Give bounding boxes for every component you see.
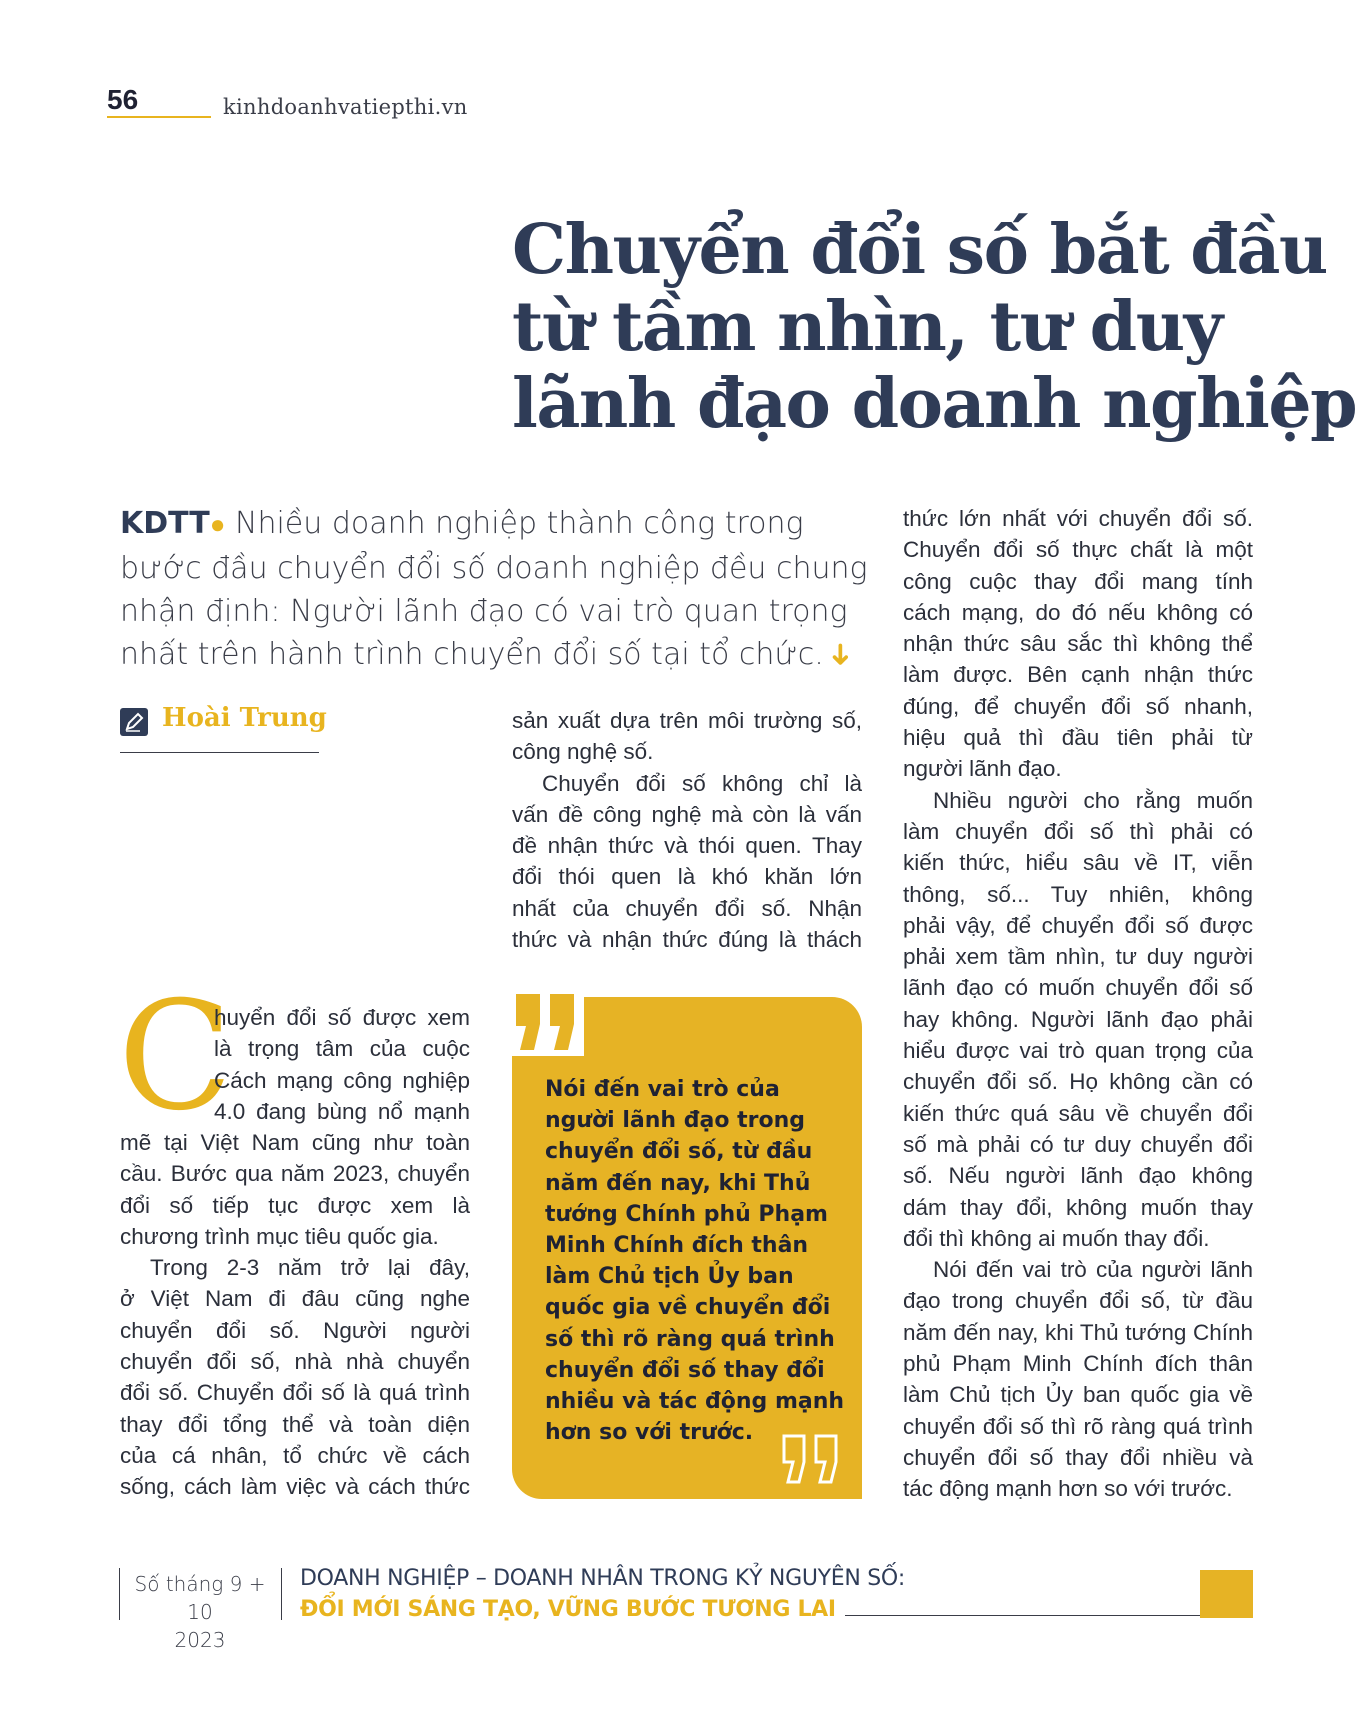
text-line: Cách mạng công nghiệp <box>214 1067 470 1093</box>
text-line: sản xuất dựa trên môi trường số, <box>512 708 862 733</box>
quote-line: người lãnh đạo trong <box>545 1108 806 1134</box>
text-line: phải vậy, để chuyển đổi số được <box>903 912 1253 938</box>
text-line: là trọng tâm của cuộc <box>214 1036 470 1062</box>
text-line: đề nhận thức và thói quen. Thay <box>512 833 862 859</box>
quote-line: chuyển đổi số, từ đầu <box>545 1139 813 1165</box>
quote-line: nhiều và tác động mạnh <box>545 1389 845 1415</box>
title-line: từ tầm nhìn, tư duy <box>512 287 1222 367</box>
text-line: chương trình mục tiêu quốc gia. <box>120 1223 439 1249</box>
text-line: kiến thức, hiểu sâu về IT, viễn <box>903 850 1253 876</box>
text-line: Chuyển đổi số thực chất là một <box>903 537 1253 563</box>
text-line: kiến thức quá sâu về chuyển đổi <box>903 1100 1253 1126</box>
page-number-rule <box>107 116 211 118</box>
text-line: nhận thức sâu sắc thì không thể <box>903 631 1253 657</box>
column-1-intro <box>214 1002 470 1127</box>
text-line: đổi số tiếp tục được xem là <box>120 1192 470 1218</box>
article-lead <box>120 502 868 676</box>
text-line: tác động mạnh hơn so với trước. <box>903 1476 1233 1502</box>
text-line: của cá nhân, tổ chức về cách <box>120 1442 470 1468</box>
text-line: phải xem tầm nhìn, tư duy người <box>903 944 1253 970</box>
text-line: công cuộc thay đổi mang tính <box>903 568 1253 594</box>
text-line: thức và nhận thức đúng là thách <box>512 927 862 953</box>
text-line: chuyển đổi số, nhà nhà chuyển <box>120 1349 470 1375</box>
text-line: thức lớn nhất với chuyển đổi số. <box>903 506 1253 531</box>
text-line: làm Chủ tịch Ủy ban quốc gia về <box>903 1382 1253 1408</box>
quote-line: làm Chủ tịch Ủy ban <box>545 1264 794 1290</box>
lead-line: nhận định: Người lãnh đạo có vai trò quan trọng <box>120 594 848 629</box>
text-line: đạo trong chuyển đổi số, từ đầu <box>903 1288 1253 1314</box>
text-line: đổi thì không ai muốn thay đổi. <box>903 1225 1210 1251</box>
page-number: 56 <box>107 84 139 115</box>
column-2 <box>512 705 862 955</box>
text-line: dám thay đổi, không muốn thay <box>903 1194 1253 1220</box>
text-line: nhất của chuyển đổi số. Nhận <box>512 895 862 921</box>
title-line: Chuyển đổi số bắt đầu <box>512 210 1327 290</box>
author-name: Hoài Trung <box>162 703 327 733</box>
text-line: đổi thói quen là khó khăn lớn <box>512 864 862 890</box>
text-line: chuyển đổi số thì rõ ràng quá trình <box>903 1413 1253 1439</box>
text-line: năm đến nay, khi Thủ tướng Chính <box>903 1319 1253 1345</box>
quote-line: số thì rõ ràng quá trình <box>545 1326 835 1352</box>
text-line: chuyển đổi số. Họ không cần có <box>903 1069 1253 1095</box>
arrow-down-icon: ➜ <box>822 641 858 668</box>
text-line: số mà phải có tư duy chuyển đổi <box>903 1131 1253 1157</box>
drop-cap: C <box>118 970 233 1144</box>
text-line: chuyển đổi số. Người người <box>120 1317 470 1343</box>
text-line: người lãnh đạo. <box>903 756 1062 782</box>
lead-tag: KDTT <box>120 506 210 541</box>
text-line: hay không. Người lãnh đạo phải <box>903 1006 1253 1032</box>
text-line: chuyển đổi số thay đổi nhiều và <box>903 1444 1253 1470</box>
text-line: công nghệ số. <box>512 739 654 765</box>
pull-quote-text <box>545 1074 845 1448</box>
text-line: đổi số. Chuyển đổi số là quá trình <box>120 1380 470 1406</box>
footer-divider <box>119 1568 120 1620</box>
text-line: Trong 2-3 năm trở lại đây, <box>150 1255 470 1281</box>
footer-issue <box>130 1570 270 1654</box>
footer-accent-square <box>1200 1570 1253 1618</box>
text-line: thay đổi tổng thể và toàn diện <box>120 1411 470 1437</box>
text-line: thông, số... Tuy nhiên, không <box>903 881 1253 907</box>
site-url[interactable]: kinhdoanhvatiepthi.vn <box>223 95 468 119</box>
quote-line: hơn so với trước. <box>545 1420 754 1446</box>
article-title <box>512 210 1357 444</box>
footer-divider <box>281 1568 282 1620</box>
quote-line: Nói đến vai trò của <box>545 1077 780 1102</box>
quote-line: năm đến nay, khi Thủ <box>545 1170 811 1196</box>
text-line: số. Nếu người lãnh đạo không <box>903 1163 1253 1189</box>
title-line: lãnh đạo doanh nghiệp <box>512 364 1357 444</box>
text-line: Chuyển đổi số không chỉ là <box>542 770 862 796</box>
text-line: hiệu quả thì đầu tiên phải từ <box>903 725 1253 751</box>
issue-label: Số tháng 9 + 10 <box>134 1572 266 1624</box>
issue-year: 2023 <box>174 1628 226 1652</box>
text-line: 4.0 đang bùng nổ mạnh <box>214 1098 470 1124</box>
footer-theme-line-2: ĐỔI MỚI SÁNG TẠO, VỮNG BƯỚC TƯƠNG LAI <box>300 1597 836 1622</box>
column-1 <box>120 1127 470 1503</box>
quote-line: tướng Chính phủ Phạm <box>545 1201 828 1227</box>
bullet-icon: ● <box>209 510 226 540</box>
text-line: ở Việt Nam đi đâu cũng nghe <box>120 1286 470 1312</box>
text-line: sống, cách làm việc và cách thức <box>120 1474 470 1500</box>
lead-line: Nhiều doanh nghiệp thành công trong <box>225 506 804 541</box>
lead-line: bước đầu chuyển đổi số doanh nghiệp đều chung <box>120 551 868 586</box>
quote-line: quốc gia về chuyển đổi <box>545 1295 831 1321</box>
text-line: lãnh đạo có muốn chuyển đổi số <box>903 975 1253 1001</box>
text-line: vấn đề công nghệ mà còn là vấn <box>512 801 862 827</box>
text-line: phủ Phạm Minh Chính đích thân <box>903 1351 1253 1377</box>
text-line: hiểu được vai trò quan trọng của <box>903 1038 1253 1064</box>
author-divider <box>120 752 319 753</box>
pen-icon <box>120 708 148 736</box>
text-line: Nhiều người cho rằng muốn <box>933 787 1253 813</box>
text-line: cầu. Bước qua năm 2023, chuyển <box>120 1161 470 1187</box>
text-line: làm được. Bên cạnh nhận thức <box>903 662 1253 688</box>
quote-close-icon <box>780 1432 845 1487</box>
quote-open-icon <box>512 990 584 1056</box>
text-line: cách mạng, do đó nếu không có <box>903 599 1253 625</box>
text-line: Nói đến vai trò của người lãnh <box>933 1257 1253 1283</box>
footer-rule <box>845 1615 1225 1616</box>
footer-theme-line-1: DOANH NGHIỆP – DOANH NHÂN TRONG KỶ NGUYÊN SỐ: <box>300 1566 906 1591</box>
quote-line: chuyển đổi số thay đổi <box>545 1357 825 1383</box>
text-line: làm chuyển đổi số thì phải có <box>903 818 1253 844</box>
column-3 <box>903 503 1253 1505</box>
lead-line: nhất trên hành trình chuyển đổi số tại tổ chức. <box>120 637 824 672</box>
quote-line: Minh Chính đích thân <box>545 1233 809 1259</box>
text-line: đúng, để chuyển đổi số nhanh, <box>903 693 1253 719</box>
text-line: huyển đổi số được xem <box>214 1005 470 1030</box>
text-line: mẽ tại Việt Nam cũng như toàn <box>120 1130 470 1155</box>
